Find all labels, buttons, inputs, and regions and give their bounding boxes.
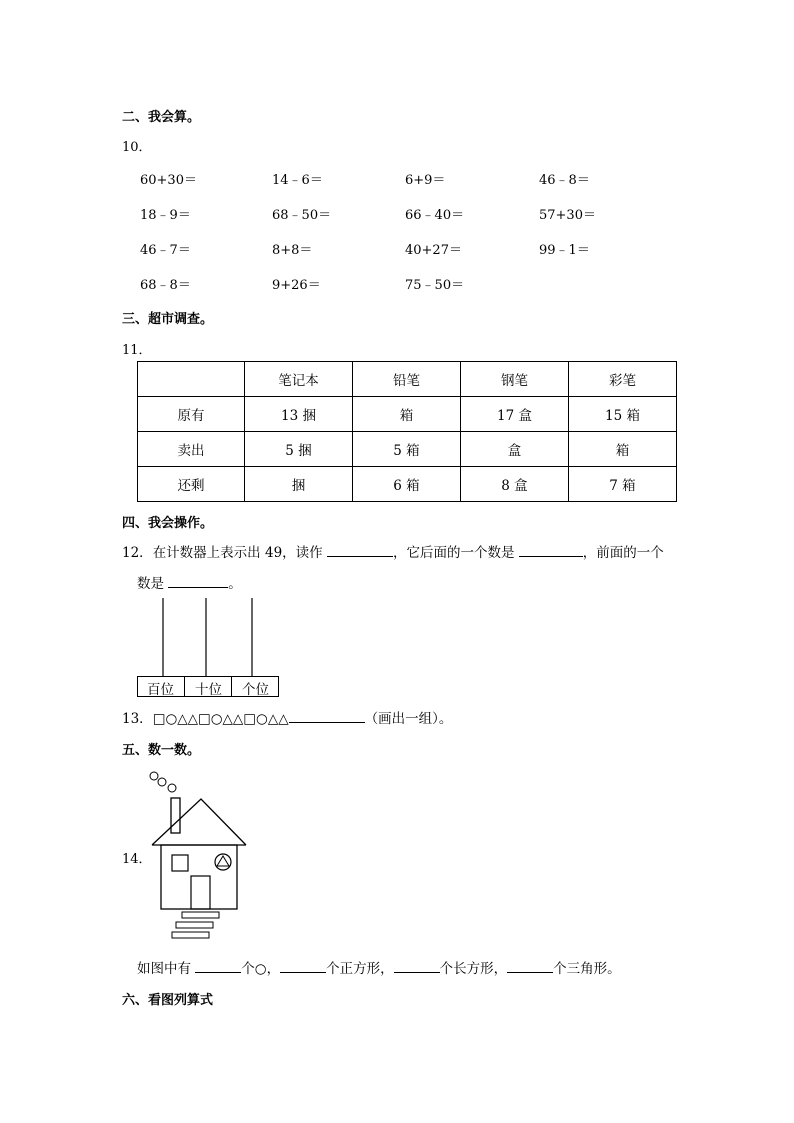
table-cell: 箱 <box>569 432 677 467</box>
equation: 18﹣9＝ <box>140 208 191 223</box>
table-cell: 盒 <box>461 432 569 467</box>
equation: 68﹣50＝ <box>272 208 332 223</box>
equation: 66﹣40＝ <box>405 208 465 223</box>
question-12-text: 数是 <box>137 576 164 592</box>
table-header-cell: 笔记本 <box>245 362 353 397</box>
equation: 75﹣50＝ <box>405 278 465 293</box>
question-12-number: 12． <box>122 545 153 561</box>
table-row <box>138 397 677 432</box>
table-row <box>138 467 677 502</box>
equation: 9+26＝ <box>272 278 321 293</box>
equation: 8+8＝ <box>272 243 313 258</box>
table-header-cell: 钢笔 <box>461 362 569 397</box>
step-rectangle <box>172 932 209 938</box>
abacus-label-tens: 十位 <box>195 682 222 698</box>
question-14-text: 个○， <box>241 961 281 977</box>
shape-pattern: □○△△□○△△□○△△ <box>152 711 289 727</box>
question-14-text: 个正方形， <box>326 961 394 977</box>
abacus-label-ones: 个位 <box>242 682 269 698</box>
table-row <box>138 432 677 467</box>
section-2-title: 二、我会算。 <box>122 110 201 125</box>
table-cell: 卖出 <box>138 432 245 467</box>
table-cell: 箱 <box>353 397 461 432</box>
table-header-cell: 铅笔 <box>353 362 461 397</box>
equation: 40+27＝ <box>405 243 462 258</box>
table-header-row <box>138 362 677 397</box>
chimney-rectangle <box>171 798 180 833</box>
table-header-cell: 彩笔 <box>569 362 677 397</box>
equation: 14﹣6＝ <box>272 173 323 188</box>
table-cell: 6 箱 <box>353 467 461 502</box>
table-cell: 15 箱 <box>569 397 677 432</box>
answer-blank[interactable] <box>394 958 440 973</box>
question-14-text: 个三角形。 <box>553 961 621 977</box>
table-cell: 原有 <box>138 397 245 432</box>
table-cell: 5 捆 <box>245 432 353 467</box>
table-cell: 17 盒 <box>461 397 569 432</box>
table-cell: 5 箱 <box>353 432 461 467</box>
question-11-number: 11． <box>122 343 152 358</box>
question-14-text: 如图中有 <box>137 961 191 977</box>
supermarket-survey-table <box>137 361 677 502</box>
equation: 60+30＝ <box>140 173 197 188</box>
table-cell: 13 捆 <box>245 397 353 432</box>
roof-triangle <box>152 799 246 845</box>
table-header-cell <box>138 362 245 397</box>
smoke-circle-icon <box>158 778 166 786</box>
answer-blank[interactable] <box>168 573 228 588</box>
equation: 57+30＝ <box>539 208 596 223</box>
answer-blank[interactable] <box>289 708 365 723</box>
question-13-hint: （画出一组）。 <box>364 711 453 727</box>
step-rectangle <box>182 912 219 918</box>
answer-blank[interactable] <box>195 958 241 973</box>
answer-blank[interactable] <box>507 958 553 973</box>
equation: 99﹣1＝ <box>539 243 590 258</box>
section-6-title: 六、看图列算式 <box>122 993 214 1008</box>
question-13-number: 13． <box>122 711 153 727</box>
question-14-number: 14． <box>122 852 152 867</box>
question-12-line-1 <box>122 541 664 561</box>
table-cell: 捆 <box>245 467 353 502</box>
equation: 6+9＝ <box>405 173 446 188</box>
equation: 46﹣8＝ <box>539 173 590 188</box>
question-14-line <box>137 957 621 977</box>
equation: 46﹣7＝ <box>140 243 191 258</box>
question-13-line <box>122 707 452 727</box>
door-rectangle <box>191 876 210 909</box>
question-12-text: 。 <box>228 576 242 592</box>
section-4-title: 四、我会操作。 <box>122 516 214 531</box>
question-12-text: 在计数器上表示出 49，读作 <box>152 545 323 561</box>
question-12-text: ，它后面的一个数是 <box>392 545 515 561</box>
table-cell: 8 盒 <box>461 467 569 502</box>
table-cell: 7 箱 <box>569 467 677 502</box>
smoke-circle-icon <box>150 772 158 780</box>
answer-blank[interactable] <box>327 542 393 557</box>
answer-blank[interactable] <box>280 958 326 973</box>
table-cell: 还剩 <box>138 467 245 502</box>
question-12-text: ，前面的一个 <box>582 545 664 561</box>
question-14-text: 个长方形， <box>439 961 508 977</box>
question-12-line-2 <box>137 572 242 592</box>
house-figure <box>145 768 255 944</box>
step-rectangle <box>176 922 213 928</box>
window-triangle <box>217 856 229 866</box>
section-3-title: 三、超市调查。 <box>122 312 214 327</box>
abacus-counter <box>137 596 279 698</box>
abacus-label-hundreds: 百位 <box>147 682 174 698</box>
section-5-title: 五、数一数。 <box>122 743 201 758</box>
answer-blank[interactable] <box>519 542 583 557</box>
question-10-number: 10． <box>122 140 152 155</box>
window-square <box>172 855 188 871</box>
equation: 68﹣8＝ <box>140 278 191 293</box>
smoke-circle-icon <box>168 784 176 792</box>
